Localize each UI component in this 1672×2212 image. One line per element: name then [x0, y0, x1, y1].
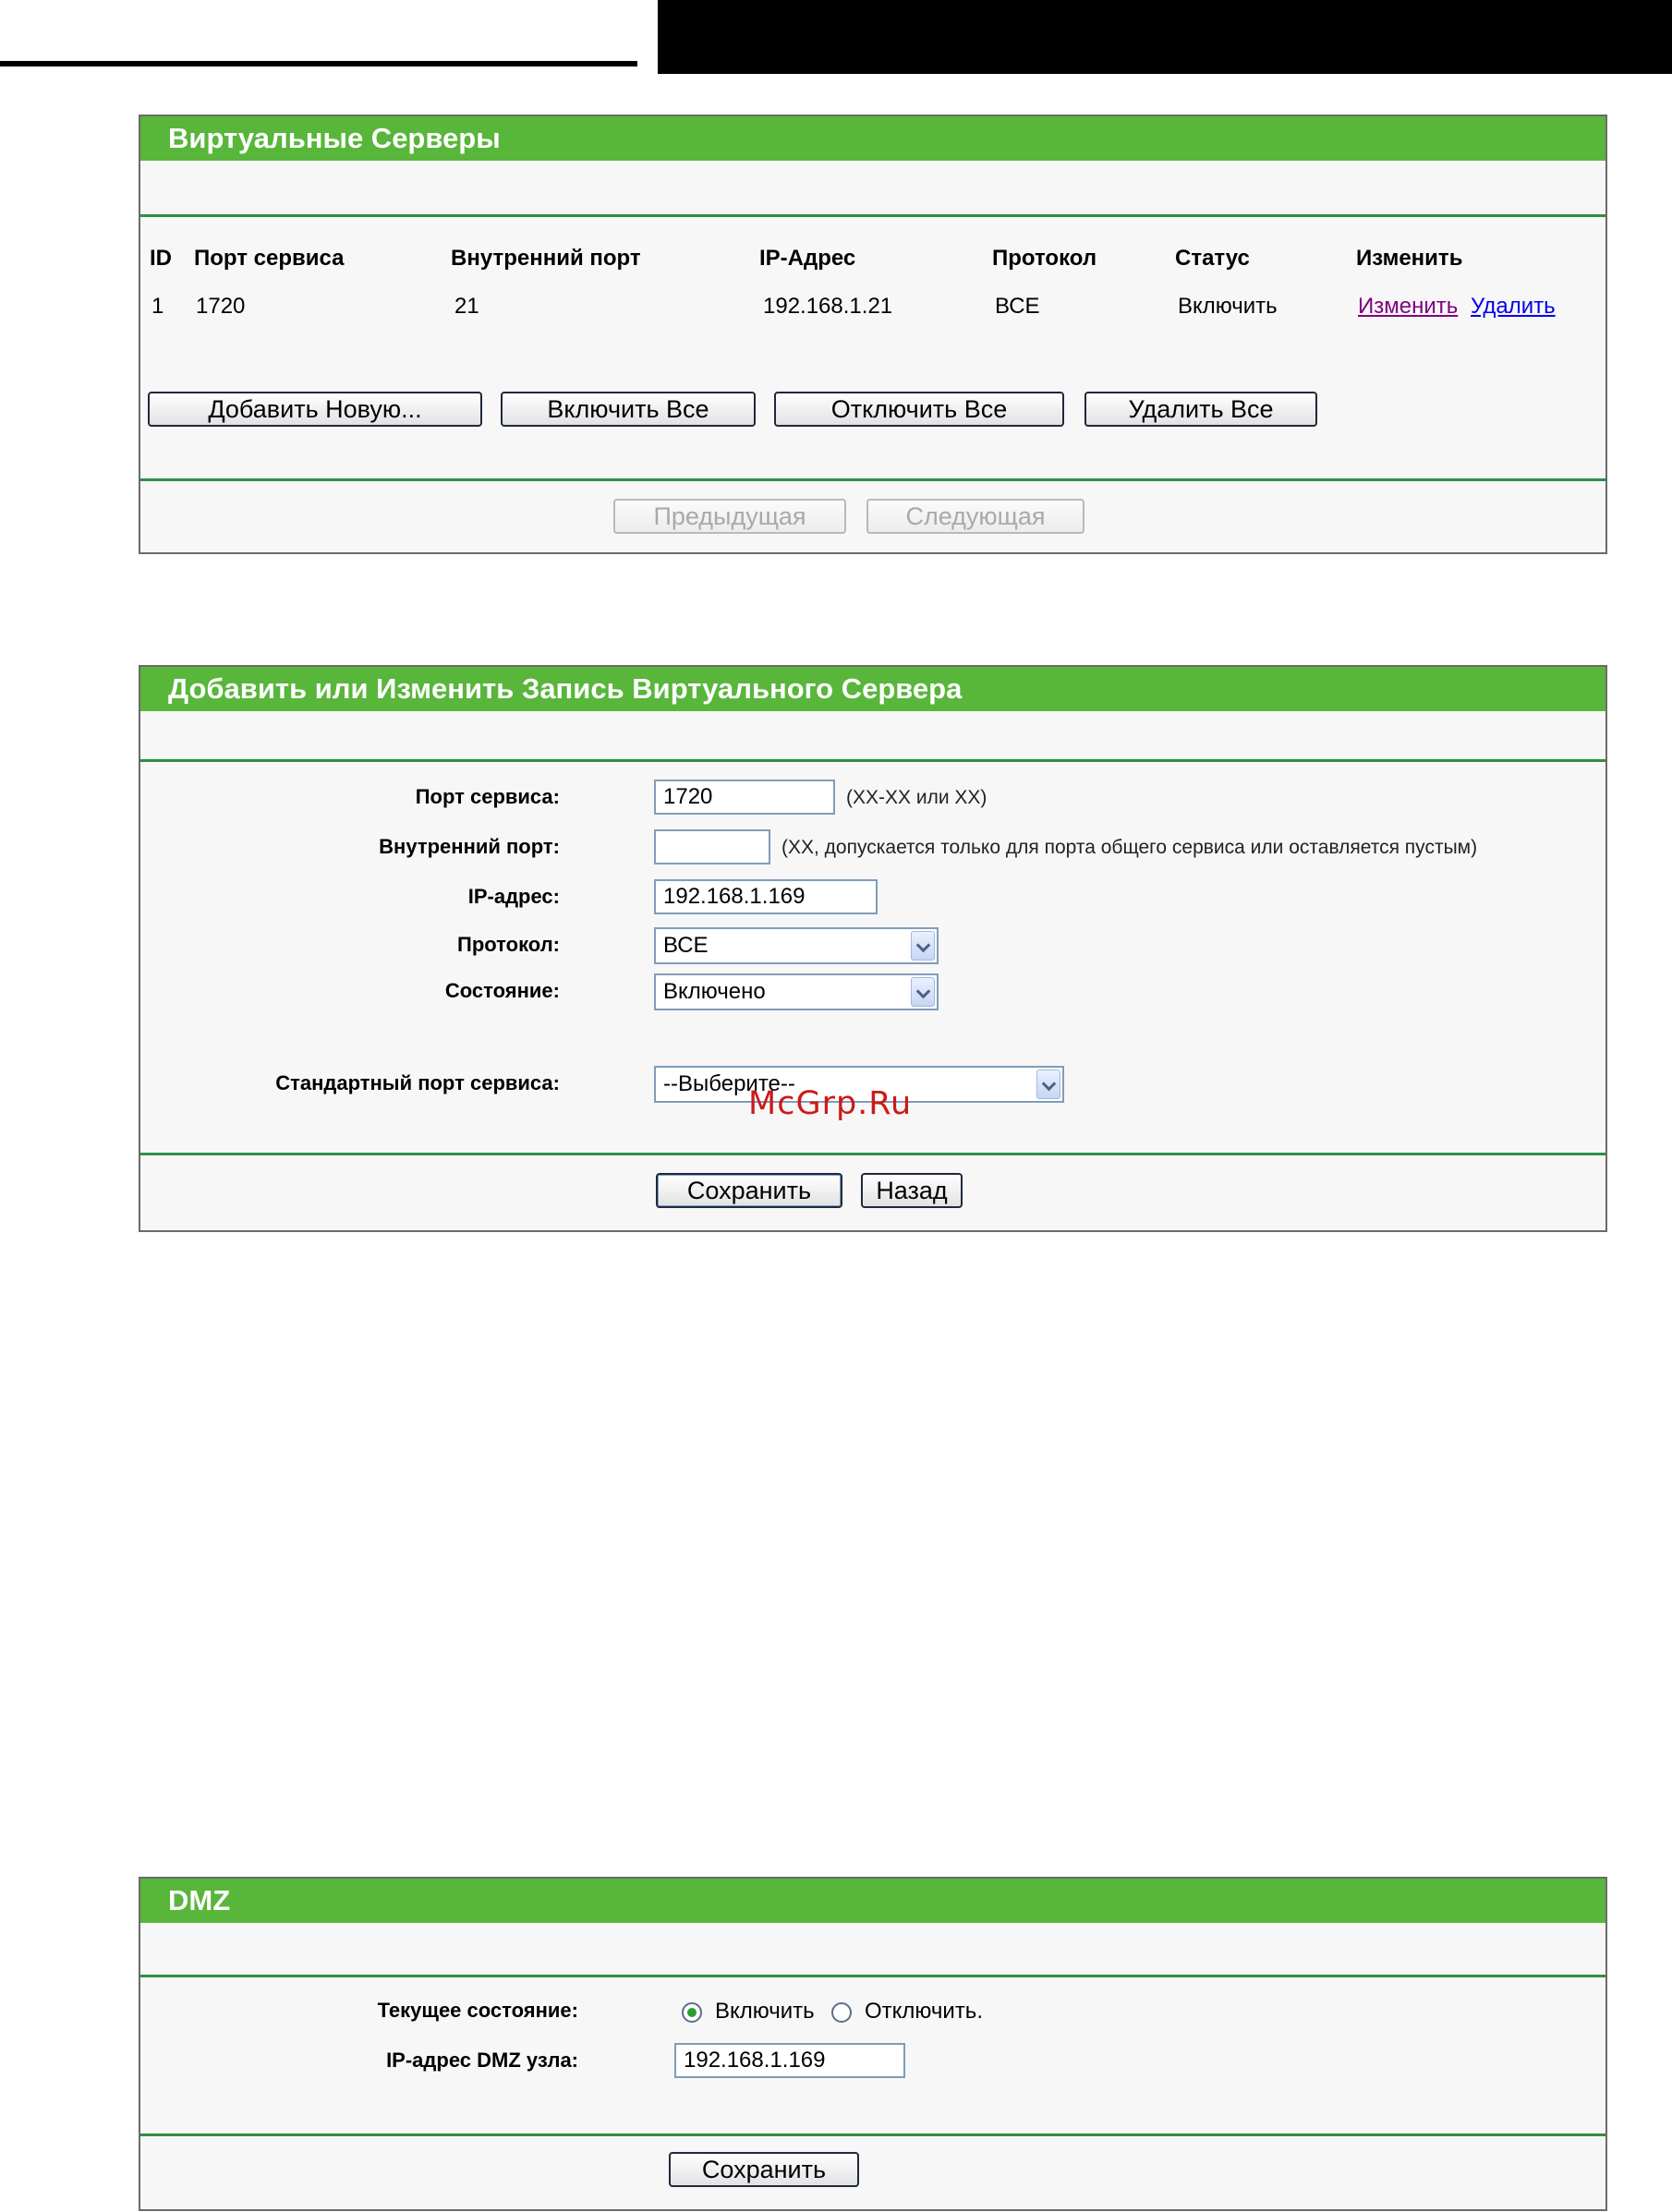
dmz-panel: [139, 1877, 1607, 2211]
row-protocol: ВСЕ: [995, 294, 1040, 319]
divider: [140, 1153, 1605, 1155]
ip-address-label: IP-адрес:: [467, 885, 560, 908]
protocol-select[interactable]: [654, 927, 939, 964]
service-port-input[interactable]: 1720: [654, 780, 835, 815]
divider: [140, 759, 1605, 762]
col-protocol: Протокол: [992, 246, 1097, 271]
row-service-port: 1720: [196, 294, 246, 319]
dmz-state-label: Текущее состояние:: [377, 1999, 578, 2022]
dmz-disable-radio[interactable]: [831, 2002, 852, 2023]
header-right-block: [658, 0, 1672, 74]
add-new-button[interactable]: Добавить Новую...: [148, 392, 482, 427]
dmz-enable-label[interactable]: Включить: [715, 1999, 815, 2024]
document-header-bar: [0, 0, 1672, 76]
virtual-servers-panel: [139, 115, 1607, 554]
state-select-value: Включено: [663, 979, 766, 1004]
save-button[interactable]: Сохранить: [656, 1173, 842, 1208]
panel-title: Добавить или Изменить Запись Виртуального Сервера: [140, 667, 1605, 711]
service-port-label: Порт сервиса:: [415, 785, 560, 808]
ip-address-input[interactable]: 192.168.1.169: [654, 879, 878, 914]
edit-link[interactable]: Изменить: [1358, 294, 1459, 319]
dmz-enable-radio[interactable]: [682, 2002, 702, 2023]
standard-service-port-label: Стандартный порт сервиса:: [275, 1071, 560, 1094]
row-status: Включить: [1178, 294, 1278, 319]
dmz-ip-label: IP-адрес DMZ узла:: [386, 2049, 578, 2072]
add-edit-virtual-server-panel: [139, 665, 1607, 1232]
col-service-port: Порт сервиса: [194, 246, 345, 271]
disable-all-button[interactable]: Отключить Все: [774, 392, 1064, 427]
protocol-label: Протокол:: [457, 933, 560, 956]
chevron-down-icon[interactable]: [911, 977, 935, 1007]
dmz-disable-label[interactable]: Отключить.: [865, 1999, 983, 2024]
enable-all-button[interactable]: Включить Все: [501, 392, 756, 427]
row-ip: 192.168.1.21: [763, 294, 893, 319]
prev-page-button[interactable]: Предыдущая: [613, 499, 846, 534]
dmz-save-button[interactable]: Сохранить: [669, 2152, 859, 2187]
col-internal-port: Внутренний порт: [451, 246, 641, 271]
state-label: Состояние:: [444, 979, 560, 1002]
col-edit: Изменить: [1356, 246, 1463, 271]
dmz-ip-input[interactable]: 192.168.1.169: [674, 2043, 905, 2078]
panel-title: DMZ: [140, 1879, 1605, 1923]
chevron-down-icon[interactable]: [1036, 1070, 1060, 1099]
col-id: ID: [150, 246, 172, 271]
protocol-select-value: ВСЕ: [663, 933, 709, 958]
header-left-rule: [0, 0, 637, 66]
panel-title: Виртуальные Серверы: [140, 116, 1605, 161]
divider: [140, 2133, 1605, 2136]
state-select[interactable]: [654, 973, 939, 1010]
internal-port-hint: (XX, допускается только для порта общего сервиса или оставляется пустым): [781, 837, 1478, 858]
delete-link[interactable]: Удалить: [1471, 294, 1556, 319]
standard-service-port-value: --Выберите--: [663, 1071, 795, 1096]
back-button[interactable]: Назад: [861, 1173, 963, 1208]
col-status: Статус: [1175, 246, 1250, 271]
row-internal-port: 21: [454, 294, 479, 319]
chevron-down-icon[interactable]: [911, 931, 935, 961]
row-id: 1: [151, 294, 164, 319]
internal-port-input[interactable]: [654, 829, 770, 864]
service-port-hint: (XX-XX или XX): [846, 787, 987, 808]
divider: [140, 478, 1605, 481]
delete-all-button[interactable]: Удалить Все: [1084, 392, 1317, 427]
col-ip-address: IP-Адрес: [759, 246, 856, 271]
internal-port-label: Внутренний порт:: [379, 835, 560, 858]
next-page-button[interactable]: Следующая: [866, 499, 1084, 534]
divider: [140, 214, 1605, 217]
watermark: McGrp.Ru: [748, 1085, 913, 1122]
divider: [140, 1975, 1605, 1977]
